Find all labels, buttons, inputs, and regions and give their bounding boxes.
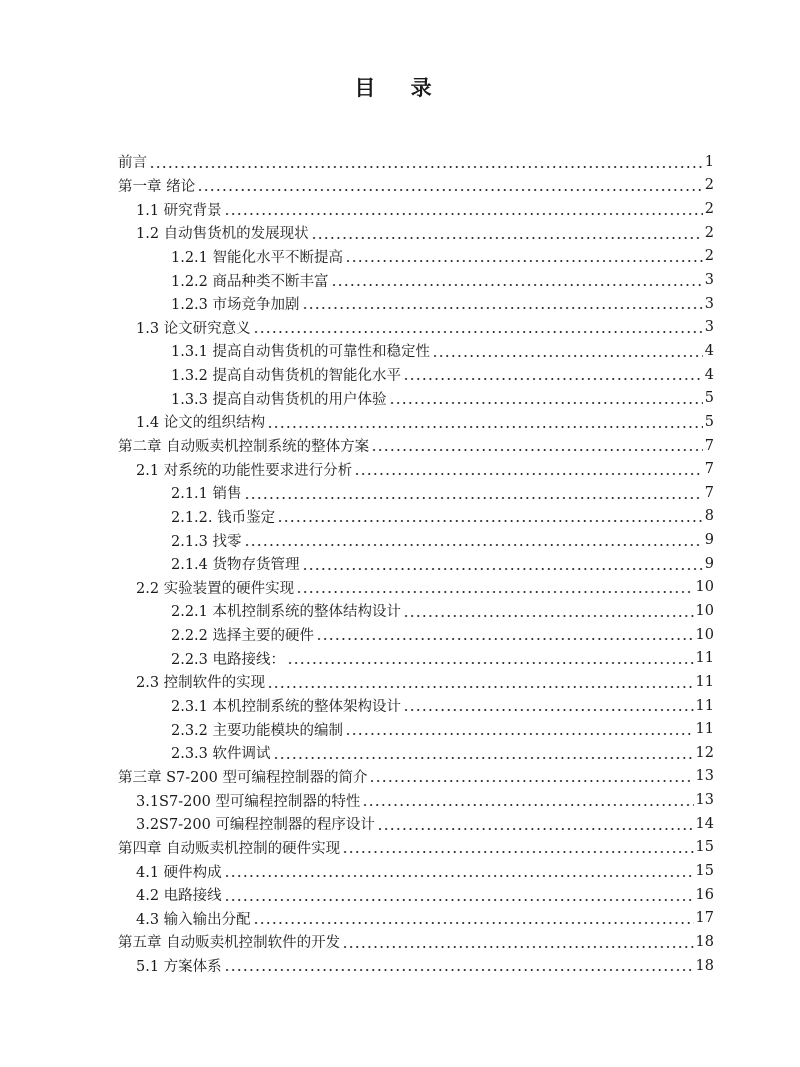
dot-leader [296, 576, 693, 600]
toc-entry[interactable] [118, 599, 714, 623]
toc-entry-label: 3.1S7-200 型可编程控制器的特性 [136, 793, 361, 810]
dot-leader [342, 930, 693, 954]
dot-leader [371, 434, 703, 458]
dot-leader [273, 741, 694, 765]
toc-entry[interactable] [118, 481, 714, 505]
toc-entry-label: 2.2.2 选择主要的硬件 [171, 628, 315, 645]
toc-entry[interactable] [118, 315, 714, 339]
dot-leader [403, 363, 703, 387]
toc-entry[interactable] [118, 930, 714, 954]
toc-entry[interactable] [118, 694, 714, 718]
toc-entry[interactable] [118, 363, 714, 387]
toc-entry-label: 4.1 硬件构成 [136, 864, 222, 881]
toc-entry[interactable] [118, 457, 714, 481]
toc-entry-label: 4.2 电路接线 [136, 888, 222, 905]
dot-leader [244, 481, 703, 505]
toc-entry[interactable] [118, 339, 714, 363]
dot-leader [311, 221, 703, 245]
toc-entry[interactable] [118, 717, 714, 741]
toc-entry-label: 2.2.3 电路接线： [171, 651, 286, 668]
toc-entry-page-number: 15 [695, 863, 714, 880]
dot-leader [403, 599, 694, 623]
toc-entry-page-number: 5 [704, 413, 714, 430]
table-of-contents [118, 150, 714, 977]
toc-entry-label: 1.2.1 智能化水平不断提高 [171, 249, 344, 266]
dot-leader [149, 150, 703, 174]
toc-entry[interactable] [118, 836, 714, 860]
toc-entry[interactable] [118, 812, 714, 836]
toc-entry[interactable] [118, 859, 714, 883]
toc-entry-page-number: 10 [695, 602, 714, 619]
toc-entry-label: 2.1.3 找零 [171, 533, 242, 550]
toc-entry-page-number: 7 [704, 484, 714, 501]
toc-entry-page-number: 3 [704, 295, 714, 312]
dot-leader [302, 292, 703, 316]
dot-leader [277, 505, 703, 529]
toc-entry-label: 2.1.4 货物存货管理 [171, 557, 300, 574]
dot-leader [253, 907, 694, 931]
toc-entry[interactable] [118, 174, 714, 198]
toc-entry-page-number: 8 [704, 508, 714, 525]
toc-entry-label: 第一章 绪论 [118, 178, 196, 195]
toc-entry[interactable] [118, 221, 714, 245]
toc-entry-page-number: 11 [695, 673, 714, 690]
toc-entry-label: 2.3.2 主要功能模块的编制 [171, 722, 344, 739]
toc-entry[interactable] [118, 292, 714, 316]
toc-entry-page-number: 12 [695, 744, 714, 761]
toc-entry-page-number: 7 [704, 437, 714, 454]
toc-entry-label: 第二章 自动贩卖机控制系统的整体方案 [118, 439, 370, 455]
toc-entry[interactable] [118, 245, 714, 269]
toc-entry-label: 第五章 自动贩卖机控制软件的开发 [118, 935, 341, 952]
toc-entry[interactable] [118, 765, 714, 789]
dot-leader [253, 315, 703, 339]
toc-entry-label: 1.4 论文的组织结构 [136, 415, 266, 432]
dot-leader [354, 457, 703, 481]
dot-leader [432, 339, 703, 363]
toc-entry-page-number: 7 [704, 461, 714, 478]
toc-entry[interactable] [118, 386, 714, 410]
toc-entry-page-number: 5 [704, 390, 714, 407]
toc-entry-page-number: 3 [704, 272, 714, 289]
toc-entry-page-number: 13 [695, 768, 714, 785]
dot-leader [369, 765, 693, 789]
toc-entry-page-number: 17 [695, 910, 714, 927]
toc-entry[interactable] [118, 268, 714, 292]
toc-entry-label: 2.3.3 软件调试 [171, 746, 271, 763]
toc-entry-page-number: 11 [695, 697, 714, 714]
toc-entry-label: 5.1 方案体系 [136, 959, 222, 976]
dot-leader [342, 836, 693, 860]
toc-entry-label: 2.2.1 本机控制系统的整体结构设计 [171, 604, 402, 621]
dot-leader [197, 174, 703, 198]
toc-entry-label: 1.3.3 提高自动售货机的用户体验 [171, 391, 387, 408]
dot-leader [287, 646, 694, 670]
toc-entry[interactable] [118, 576, 714, 600]
toc-entry[interactable] [118, 434, 714, 458]
dot-leader [224, 954, 694, 978]
dot-leader [224, 859, 694, 883]
dot-leader [244, 528, 703, 552]
toc-entry-label: 2.3 控制软件的实现 [136, 675, 266, 692]
toc-entry[interactable] [118, 410, 714, 434]
toc-entry[interactable] [118, 954, 714, 978]
toc-entry-page-number: 11 [695, 650, 714, 667]
page-title: 目 录 [354, 76, 446, 100]
toc-entry-label: 第三章 S7-200 型可编程控制器的简介 [118, 769, 368, 786]
toc-entry-page-number: 14 [695, 815, 714, 832]
toc-entry-label: 1.3.1 提高自动售货机的可靠性和稳定性 [171, 344, 431, 361]
toc-entry-label: 1.1 研究背景 [136, 202, 222, 219]
dot-leader [267, 410, 703, 434]
toc-entry-page-number: 2 [704, 248, 714, 265]
toc-entry-page-number: 18 [695, 957, 714, 974]
dot-leader [377, 812, 694, 836]
toc-entry-label: 1.2.3 市场竞争加剧 [171, 297, 300, 314]
toc-entry-label: 1.2 自动售货机的发展现状 [136, 226, 309, 243]
toc-entry[interactable] [118, 670, 714, 694]
dot-leader [331, 268, 703, 292]
toc-entry-page-number: 10 [695, 626, 714, 643]
dot-leader [224, 883, 694, 907]
toc-entry[interactable] [118, 528, 714, 552]
toc-entry-page-number: 11 [695, 721, 714, 738]
dot-leader [389, 386, 703, 410]
toc-entry-label: 第四章 自动贩卖机控制的硬件实现 [118, 840, 341, 857]
toc-entry[interactable] [118, 907, 714, 931]
toc-entry-page-number: 15 [695, 839, 714, 856]
dot-leader [403, 694, 694, 718]
toc-entry[interactable] [118, 552, 714, 576]
dot-leader [316, 623, 694, 647]
toc-entry-page-number: 2 [704, 224, 714, 241]
toc-entry-page-number: 2 [704, 177, 714, 194]
toc-entry-label: 前言 [118, 155, 147, 172]
toc-entry-label: 2.3.1 本机控制系统的整体架构设计 [171, 699, 402, 716]
toc-entry[interactable] [118, 150, 714, 174]
toc-entry[interactable] [118, 505, 714, 529]
toc-entry[interactable] [118, 197, 714, 221]
toc-entry[interactable] [118, 623, 714, 647]
toc-entry-page-number: 4 [704, 342, 714, 359]
toc-entry-label: 4.3 输入输出分配 [136, 911, 251, 928]
toc-entry-page-number: 13 [695, 792, 714, 809]
toc-entry-page-number: 9 [704, 555, 714, 572]
dot-leader [267, 670, 693, 694]
dot-leader [345, 717, 694, 741]
toc-entry-label: 1.3 论文研究意义 [136, 320, 251, 337]
toc-entry-page-number: 1 [704, 153, 714, 170]
toc-entry-label: 2.1.2. 钱币鉴定 [171, 509, 276, 526]
dot-leader [224, 197, 703, 221]
toc-entry-page-number: 16 [695, 886, 714, 903]
toc-entry-page-number: 18 [695, 933, 714, 950]
toc-entry-label: 3.2S7-200 可编程控制器的程序设计 [136, 817, 375, 834]
toc-entry-label: 1.3.2 提高自动售货机的智能化水平 [171, 368, 402, 385]
toc-entry[interactable] [118, 741, 714, 765]
toc-entry[interactable] [118, 788, 714, 812]
toc-entry[interactable] [118, 883, 714, 907]
toc-entry-label: 2.2 实验装置的硬件实现 [136, 580, 295, 597]
toc-entry[interactable] [118, 646, 714, 670]
toc-entry-page-number: 3 [704, 319, 714, 336]
toc-entry-label: 2.1 对系统的功能性要求进行分析 [136, 462, 353, 479]
toc-entry-page-number: 9 [704, 532, 714, 549]
toc-entry-page-number: 10 [695, 579, 714, 596]
toc-entry-page-number: 4 [704, 366, 714, 383]
toc-entry-page-number: 2 [704, 201, 714, 218]
dot-leader [302, 552, 703, 576]
toc-entry-label: 2.1.1 销售 [171, 486, 242, 503]
dot-leader [345, 245, 703, 269]
toc-entry-label: 1.2.2 商品种类不断丰富 [171, 273, 329, 290]
dot-leader [362, 788, 693, 812]
